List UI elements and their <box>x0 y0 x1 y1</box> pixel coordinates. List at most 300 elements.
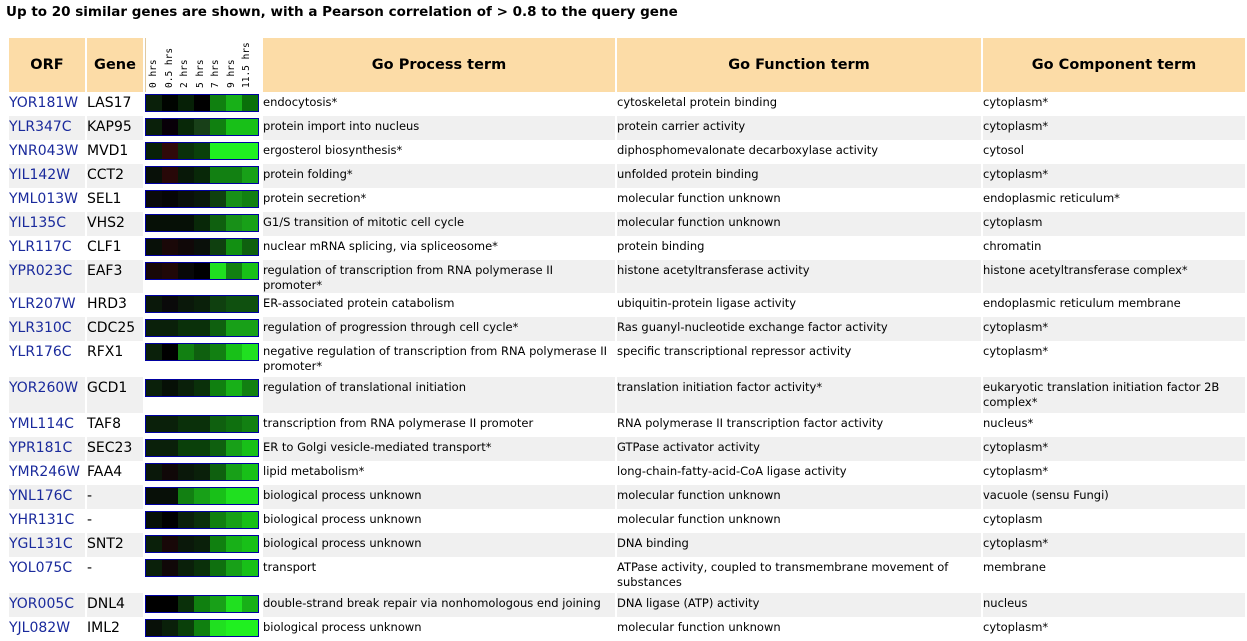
go-component-term: cytoplasm* <box>983 164 1245 188</box>
heatmap-cell <box>210 380 226 396</box>
heatmap-cell <box>162 191 178 207</box>
gene-name: RFX1 <box>87 341 143 377</box>
heatmap-cell <box>146 320 162 336</box>
orf-cell <box>9 164 85 188</box>
go-process-term: protein folding* <box>263 164 615 188</box>
orf-link[interactable]: YNR043W <box>9 143 79 159</box>
expression-cell <box>145 236 261 260</box>
heatmap-cell <box>226 464 242 480</box>
go-component-term: cytoplasm* <box>983 437 1245 461</box>
heatmap-cell <box>226 344 242 360</box>
expression-heatmap[interactable] <box>145 439 259 457</box>
expression-heatmap[interactable] <box>145 487 259 505</box>
expression-heatmap[interactable] <box>145 463 259 481</box>
orf-link[interactable]: YLR207W <box>9 296 76 312</box>
gene-name: GCD1 <box>87 377 143 413</box>
heatmap-cell <box>226 512 242 528</box>
heatmap-cell <box>178 215 194 231</box>
heatmap-cell <box>146 167 162 183</box>
expression-cell <box>145 533 261 557</box>
go-function-term: cytoskeletal protein binding <box>617 92 981 116</box>
go-component-term: nucleus <box>983 593 1245 617</box>
heatmap-cell <box>194 95 210 111</box>
expression-heatmap[interactable] <box>145 415 259 433</box>
heatmap-cell <box>242 95 258 111</box>
go-component-term: endoplasmic reticulum membrane <box>983 293 1245 317</box>
heatmap-cell <box>194 296 210 312</box>
orf-link[interactable]: YHR131C <box>9 512 75 528</box>
heatmap-cell <box>178 95 194 111</box>
heatmap-cell <box>194 512 210 528</box>
go-process-term: regulation of transcription from RNA polymerase II promoter* <box>263 260 615 293</box>
orf-link[interactable]: YML013W <box>9 191 78 207</box>
expression-heatmap[interactable] <box>145 343 259 361</box>
go-function-term: histone acetyltransferase activity <box>617 260 981 293</box>
heatmap-cell <box>210 488 226 504</box>
heatmap-cell <box>178 119 194 135</box>
table-row <box>9 317 1245 341</box>
go-process-term: biological process unknown <box>263 533 615 557</box>
expression-heatmap[interactable] <box>145 214 259 232</box>
gene-name: VHS2 <box>87 212 143 236</box>
similar-genes-table <box>7 38 1247 641</box>
go-component-term: cytoplasm <box>983 212 1245 236</box>
go-component-term: cytoplasm* <box>983 461 1245 485</box>
table-row <box>9 533 1245 557</box>
heatmap-cell <box>162 512 178 528</box>
heatmap-cell <box>146 512 162 528</box>
heatmap-cell <box>210 560 226 576</box>
go-process-term: protein secretion* <box>263 188 615 212</box>
go-function-term: GTPase activator activity <box>617 437 981 461</box>
heatmap-cell <box>162 239 178 255</box>
expression-cell <box>145 509 261 533</box>
expression-cell <box>145 461 261 485</box>
orf-cell <box>9 92 85 116</box>
go-process-term: biological process unknown <box>263 485 615 509</box>
heatmap-cell <box>178 296 194 312</box>
heatmap-cell <box>242 215 258 231</box>
expression-heatmap[interactable] <box>145 142 259 160</box>
heatmap-cell <box>162 320 178 336</box>
go-component-term: cytoplasm* <box>983 341 1245 377</box>
heatmap-cell <box>210 416 226 432</box>
table-row <box>9 437 1245 461</box>
timepoint-label: 0.5 hrs <box>163 47 175 88</box>
gene-name: CCT2 <box>87 164 143 188</box>
heatmap-cell <box>178 488 194 504</box>
go-function-term: protein binding <box>617 236 981 260</box>
orf-link[interactable]: YMR246W <box>9 464 80 480</box>
header-go-component: Go Component term <box>983 38 1245 92</box>
heatmap-cell <box>146 95 162 111</box>
table-row <box>9 116 1245 140</box>
table-row <box>9 593 1245 617</box>
go-function-term: long-chain-fatty-acid-CoA ligase activity <box>617 461 981 485</box>
heatmap-cell <box>178 512 194 528</box>
heatmap-cell <box>146 239 162 255</box>
timepoint-label: 9 hrs <box>225 59 237 88</box>
orf-link[interactable]: YIL135C <box>9 215 66 231</box>
go-function-term: molecular function unknown <box>617 212 981 236</box>
go-component-term: cytoplasm* <box>983 317 1245 341</box>
go-function-term: molecular function unknown <box>617 617 981 641</box>
heatmap-cell <box>162 536 178 552</box>
heatmap-cell <box>226 440 242 456</box>
go-process-term: biological process unknown <box>263 617 615 641</box>
page-title: Up to 20 similar genes are shown, with a Pearson correlation of > 0.8 to the query gene <box>6 4 678 20</box>
expression-heatmap[interactable] <box>145 118 259 136</box>
gene-name: KAP95 <box>87 116 143 140</box>
heatmap-cell <box>226 488 242 504</box>
heatmap-cell <box>194 320 210 336</box>
gene-name: MVD1 <box>87 140 143 164</box>
heatmap-cell <box>210 143 226 159</box>
heatmap-cell <box>162 620 178 636</box>
table-row <box>9 377 1245 413</box>
heatmap-cell <box>210 263 226 279</box>
heatmap-cell <box>194 560 210 576</box>
heatmap-cell <box>162 380 178 396</box>
orf-link[interactable]: YIL142W <box>9 167 71 183</box>
heatmap-cell <box>210 464 226 480</box>
orf-link[interactable]: YPR023C <box>9 263 73 279</box>
go-function-term: molecular function unknown <box>617 188 981 212</box>
heatmap-cell <box>162 560 178 576</box>
orf-cell <box>9 557 85 593</box>
orf-cell <box>9 437 85 461</box>
heatmap-cell <box>210 620 226 636</box>
go-component-term: chromatin <box>983 236 1245 260</box>
heatmap-cell <box>242 596 258 612</box>
orf-link[interactable]: YML114C <box>9 416 74 432</box>
heatmap-cell <box>194 344 210 360</box>
heatmap-cell <box>226 320 242 336</box>
header-gene: Gene <box>87 38 143 92</box>
heatmap-cell <box>210 320 226 336</box>
timepoint-label: 2 hrs <box>179 59 190 88</box>
orf-cell <box>9 260 85 293</box>
table-row <box>9 188 1245 212</box>
expression-heatmap[interactable] <box>145 535 259 553</box>
heatmap-cell <box>178 464 194 480</box>
heatmap-cell <box>226 596 242 612</box>
header-orf: ORF <box>9 38 85 92</box>
heatmap-cell <box>226 296 242 312</box>
heatmap-cell <box>146 464 162 480</box>
heatmap-cell <box>162 464 178 480</box>
heatmap-cell <box>210 512 226 528</box>
expression-cell <box>145 557 261 593</box>
gene-name: HRD3 <box>87 293 143 317</box>
heatmap-cell <box>210 440 226 456</box>
heatmap-cell <box>226 263 242 279</box>
go-process-term: nuclear mRNA splicing, via spliceosome* <box>263 236 615 260</box>
heatmap-cell <box>194 239 210 255</box>
table-row <box>9 509 1245 533</box>
heatmap-cell <box>226 380 242 396</box>
expression-cell <box>145 116 261 140</box>
expression-heatmap[interactable] <box>145 559 259 577</box>
gene-name: - <box>87 509 143 533</box>
heatmap-cell <box>162 263 178 279</box>
heatmap-cell <box>162 440 178 456</box>
expression-cell <box>145 140 261 164</box>
go-function-term: molecular function unknown <box>617 509 981 533</box>
table-row <box>9 92 1245 116</box>
go-process-term: double-strand break repair via nonhomologous end joining <box>263 593 615 617</box>
heatmap-cell <box>178 167 194 183</box>
go-function-term: DNA ligase (ATP) activity <box>617 593 981 617</box>
heatmap-cell <box>242 320 258 336</box>
gene-name: IML2 <box>87 617 143 641</box>
gene-name: SEC23 <box>87 437 143 461</box>
orf-cell <box>9 617 85 641</box>
go-component-term: nucleus* <box>983 413 1245 437</box>
go-component-term: cytoplasm* <box>983 533 1245 557</box>
timepoint-labels <box>145 38 262 92</box>
heatmap-cell <box>194 380 210 396</box>
heatmap-cell <box>146 215 162 231</box>
gene-name: SNT2 <box>87 533 143 557</box>
go-function-term: ATPase activity, coupled to transmembrane movement of substances <box>617 557 981 593</box>
heatmap-cell <box>210 596 226 612</box>
table-row <box>9 140 1245 164</box>
go-component-term: cytoplasm* <box>983 116 1245 140</box>
go-component-term: membrane <box>983 557 1245 593</box>
heatmap-cell <box>162 416 178 432</box>
table-row <box>9 557 1245 593</box>
table-row <box>9 413 1245 437</box>
go-function-term: Ras guanyl-nucleotide exchange factor activity <box>617 317 981 341</box>
heatmap-cell <box>162 296 178 312</box>
orf-cell <box>9 188 85 212</box>
heatmap-cell <box>178 344 194 360</box>
gene-name: - <box>87 485 143 509</box>
heatmap-cell <box>194 215 210 231</box>
go-process-term: ER-associated protein catabolism <box>263 293 615 317</box>
table-row <box>9 461 1245 485</box>
orf-cell <box>9 116 85 140</box>
table-row <box>9 293 1245 317</box>
heatmap-cell <box>226 536 242 552</box>
go-process-term: endocytosis* <box>263 92 615 116</box>
go-function-term: ubiquitin-protein ligase activity <box>617 293 981 317</box>
go-process-term: biological process unknown <box>263 509 615 533</box>
go-function-term: translation initiation factor activity* <box>617 377 981 413</box>
expression-heatmap[interactable] <box>145 511 259 529</box>
expression-heatmap[interactable] <box>145 595 259 613</box>
heatmap-cell <box>178 560 194 576</box>
heatmap-cell <box>162 344 178 360</box>
heatmap-cell <box>226 143 242 159</box>
expression-heatmap[interactable] <box>145 238 259 256</box>
heatmap-cell <box>162 488 178 504</box>
gene-name: SEL1 <box>87 188 143 212</box>
gene-name: - <box>87 557 143 593</box>
go-process-term: G1/S transition of mitotic cell cycle <box>263 212 615 236</box>
orf-link[interactable]: YLR176C <box>9 344 72 360</box>
expression-cell <box>145 293 261 317</box>
heatmap-cell <box>194 263 210 279</box>
expression-cell <box>145 413 261 437</box>
heatmap-cell <box>178 143 194 159</box>
heatmap-cell <box>146 191 162 207</box>
expression-cell <box>145 377 261 413</box>
heatmap-cell <box>242 167 258 183</box>
orf-cell <box>9 293 85 317</box>
heatmap-cell <box>194 620 210 636</box>
heatmap-cell <box>194 143 210 159</box>
heatmap-cell <box>210 95 226 111</box>
heatmap-cell <box>194 440 210 456</box>
expression-heatmap[interactable] <box>145 262 259 280</box>
orf-cell <box>9 509 85 533</box>
heatmap-cell <box>242 119 258 135</box>
orf-cell <box>9 140 85 164</box>
gene-name: CLF1 <box>87 236 143 260</box>
heatmap-cell <box>242 560 258 576</box>
heatmap-cell <box>226 560 242 576</box>
expression-heatmap[interactable] <box>145 319 259 337</box>
heatmap-cell <box>178 263 194 279</box>
heatmap-cell <box>178 239 194 255</box>
orf-link[interactable]: YPR181C <box>9 440 73 456</box>
orf-cell <box>9 593 85 617</box>
expression-cell <box>145 593 261 617</box>
heatmap-cell <box>194 416 210 432</box>
orf-link[interactable]: YGL131C <box>9 536 73 552</box>
heatmap-cell <box>242 344 258 360</box>
heatmap-cell <box>242 143 258 159</box>
go-process-term: transcription from RNA polymerase II promoter <box>263 413 615 437</box>
heatmap-cell <box>210 344 226 360</box>
go-component-term: vacuole (sensu Fungi) <box>983 485 1245 509</box>
table-row <box>9 341 1245 377</box>
orf-link[interactable]: YNL176C <box>9 488 73 504</box>
heatmap-cell <box>146 620 162 636</box>
gene-name: DNL4 <box>87 593 143 617</box>
orf-cell <box>9 236 85 260</box>
heatmap-cell <box>178 440 194 456</box>
orf-cell <box>9 485 85 509</box>
heatmap-cell <box>242 464 258 480</box>
go-function-term: unfolded protein binding <box>617 164 981 188</box>
go-process-term: ergosterol biosynthesis* <box>263 140 615 164</box>
orf-cell <box>9 317 85 341</box>
heatmap-cell <box>194 119 210 135</box>
timepoint-label: 11.5 hrs <box>241 42 252 88</box>
heatmap-cell <box>178 191 194 207</box>
go-component-term: eukaryotic translation initiation factor 2B complex* <box>983 377 1245 413</box>
heatmap-cell <box>210 536 226 552</box>
go-process-term: negative regulation of transcription from RNA polymerase II promoter* <box>263 341 615 377</box>
go-process-term: regulation of translational initiation <box>263 377 615 413</box>
heatmap-cell <box>146 440 162 456</box>
heatmap-cell <box>146 596 162 612</box>
heatmap-cell <box>178 416 194 432</box>
expression-heatmap[interactable] <box>145 94 259 112</box>
expression-cell <box>145 92 261 116</box>
heatmap-cell <box>210 167 226 183</box>
orf-cell <box>9 461 85 485</box>
expression-heatmap[interactable] <box>145 295 259 313</box>
heatmap-cell <box>162 596 178 612</box>
heatmap-cell <box>194 167 210 183</box>
heatmap-cell <box>162 143 178 159</box>
heatmap-cell <box>210 191 226 207</box>
go-process-term: ER to Golgi vesicle-mediated transport* <box>263 437 615 461</box>
table-row <box>9 212 1245 236</box>
orf-link[interactable]: YLR347C <box>9 119 72 135</box>
expression-heatmap[interactable] <box>145 166 259 184</box>
heatmap-cell <box>146 488 162 504</box>
gene-name: FAA4 <box>87 461 143 485</box>
table-row <box>9 164 1245 188</box>
heatmap-cell <box>210 215 226 231</box>
heatmap-cell <box>226 416 242 432</box>
go-component-term: endoplasmic reticulum* <box>983 188 1245 212</box>
go-component-term: cytosol <box>983 140 1245 164</box>
orf-cell <box>9 212 85 236</box>
expression-heatmap[interactable] <box>145 190 259 208</box>
table-row <box>9 485 1245 509</box>
heatmap-cell <box>226 191 242 207</box>
heatmap-cell <box>242 380 258 396</box>
orf-cell <box>9 377 85 413</box>
heatmap-cell <box>178 320 194 336</box>
expression-cell <box>145 317 261 341</box>
heatmap-cell <box>162 167 178 183</box>
heatmap-cell <box>242 239 258 255</box>
heatmap-cell <box>242 191 258 207</box>
heatmap-cell <box>226 215 242 231</box>
heatmap-cell <box>146 416 162 432</box>
go-component-term: cytoplasm* <box>983 617 1245 641</box>
heatmap-cell <box>146 380 162 396</box>
go-component-term: histone acetyltransferase complex* <box>983 260 1245 293</box>
orf-link[interactable]: YOL075C <box>9 560 73 576</box>
expression-cell <box>145 188 261 212</box>
expression-heatmap[interactable] <box>145 619 259 637</box>
orf-cell <box>9 533 85 557</box>
gene-name: LAS17 <box>87 92 143 116</box>
heatmap-cell <box>242 296 258 312</box>
expression-cell <box>145 260 261 293</box>
go-function-term: DNA binding <box>617 533 981 557</box>
orf-link[interactable]: YJL082W <box>9 620 71 636</box>
timepoint-label: 5 hrs <box>194 59 206 88</box>
table-row <box>9 260 1245 293</box>
heatmap-cell <box>210 239 226 255</box>
orf-link[interactable]: YLR310C <box>9 320 72 336</box>
go-function-term: molecular function unknown <box>617 485 981 509</box>
orf-link[interactable]: YLR117C <box>9 239 72 255</box>
expression-cell <box>145 212 261 236</box>
gene-name: TAF8 <box>87 413 143 437</box>
go-function-term: RNA polymerase II transcription factor activity <box>617 413 981 437</box>
orf-link[interactable]: YOR260W <box>9 380 79 396</box>
header-expression-timepoints <box>145 38 261 92</box>
expression-heatmap[interactable] <box>145 379 259 397</box>
orf-cell <box>9 413 85 437</box>
orf-link[interactable]: YOR181W <box>9 95 79 111</box>
go-function-term: specific transcriptional repressor activity <box>617 341 981 377</box>
heatmap-cell <box>194 596 210 612</box>
orf-link[interactable]: YOR005C <box>9 596 75 612</box>
header-go-function: Go Function term <box>617 38 981 92</box>
table-row <box>9 236 1245 260</box>
